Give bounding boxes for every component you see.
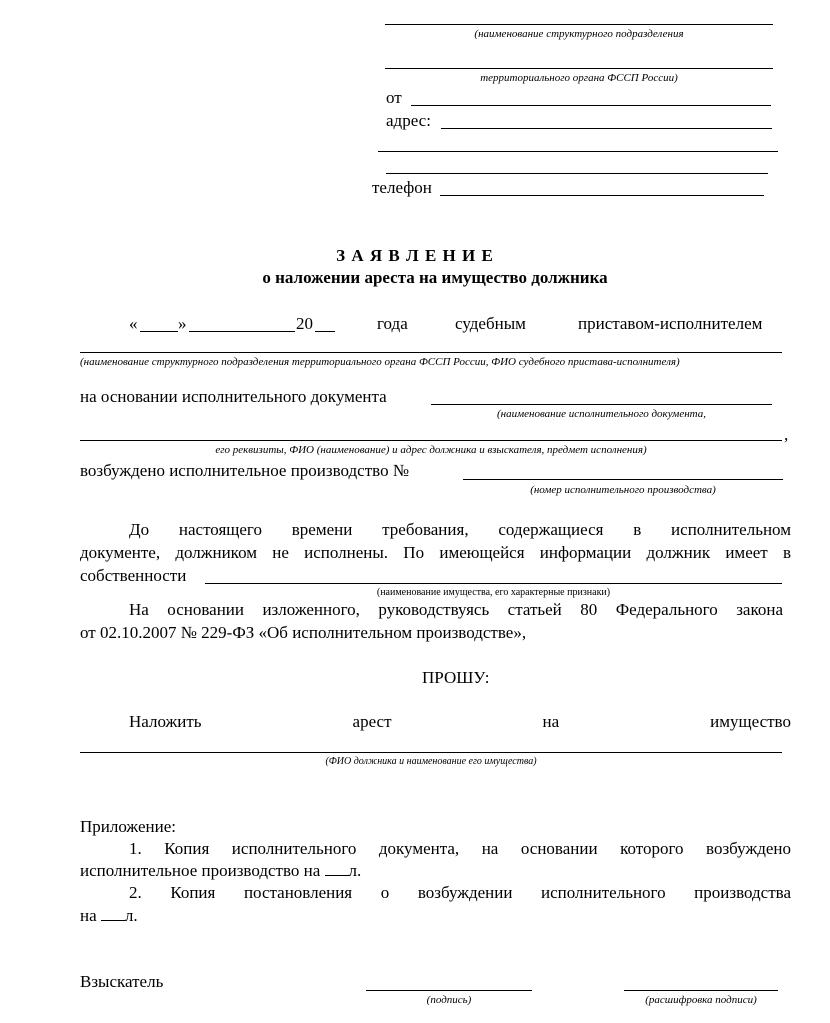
address-field[interactable] xyxy=(441,128,772,129)
day-field[interactable] xyxy=(140,331,178,332)
attachment-2-line2 xyxy=(80,905,138,926)
decoding-field[interactable] xyxy=(624,990,778,991)
proceeding-number-hint: (номер исполнительного производства) xyxy=(530,484,716,496)
proceeding-number-field[interactable] xyxy=(463,479,783,480)
impose-word-2: арест xyxy=(352,712,392,731)
organ-name-hint: территориального органа ФССП России) xyxy=(480,72,678,84)
from-label: от xyxy=(386,88,402,107)
impose-word-1: Наложить xyxy=(129,712,202,731)
word-year: года xyxy=(377,314,408,333)
request-heading: ПРОШУ: xyxy=(422,668,490,687)
initiated-label: возбуждено исполнительное производство № xyxy=(80,461,410,480)
word-bailiff: приставом-исполнителем xyxy=(578,314,763,333)
quote-close: » xyxy=(178,314,187,333)
bailiff-field[interactable] xyxy=(80,352,782,353)
phone-label: телефон xyxy=(372,178,432,197)
basis-doc-label: на основании исполнительного документа xyxy=(80,387,387,406)
para1-line3: собственности xyxy=(80,566,187,585)
attachment-2-line1: 2. Копия постановления о возбуждении исполнительного производства xyxy=(129,883,791,902)
impose-word-4: имущество xyxy=(710,712,791,731)
year-prefix: 20 xyxy=(296,314,313,333)
document-title: З А Я В Л Е Н И Е xyxy=(336,246,494,265)
attachment-1-line1: 1. Копия исполнительного документа, на основании которого возбуждено xyxy=(129,839,791,858)
debtor-hint: (ФИО должника и наименование его имущества) xyxy=(325,756,537,767)
address-label: адрес: xyxy=(386,111,431,130)
attachment-1-line2 xyxy=(80,860,361,881)
document-subtitle: о наложении ареста на имущество должника xyxy=(262,268,608,287)
para2-line2: от 02.10.2007 № 229-ФЗ «Об исполнительном производстве», xyxy=(80,623,527,642)
doc-details-hint: его реквизиты, ФИО (наименование) и адрес должника и взыскателя, предмет исполнения) xyxy=(215,444,647,456)
word-by: судебным xyxy=(455,314,526,333)
doc-details-field[interactable] xyxy=(80,440,782,441)
debtor-property-field[interactable] xyxy=(80,752,782,753)
attachment-1-suffix: л. xyxy=(348,861,362,880)
attachments-heading: Приложение: xyxy=(80,817,176,836)
attachment-2-sheets-field[interactable] xyxy=(101,905,125,921)
signature-field[interactable] xyxy=(366,990,532,991)
bailiff-hint: (наименование структурного подразделения территориального органа ФССП России, ФИО судебного пристава-исполнителя) xyxy=(80,356,680,368)
attachment-2-suffix: л. xyxy=(124,906,138,925)
address-field-line-2[interactable] xyxy=(378,151,778,152)
doc-name-hint: (наименование исполнительного документа, xyxy=(497,408,706,420)
para1-line2: документе, должником не исполнены. По имеющейся информации должник имеет в xyxy=(80,543,791,562)
signature-hint: (подпись) xyxy=(426,994,472,1006)
property-hint: (наименование имущества, его характерные признаки) xyxy=(376,587,611,598)
phone-field[interactable] xyxy=(440,195,764,196)
address-field-line-3[interactable] xyxy=(386,173,768,174)
attachment-1-prefix: исполнительное производство на xyxy=(80,861,321,880)
doc-details-comma: , xyxy=(784,425,789,444)
para1-line1: До настоящего времени требования, содержащиеся в исполнительном xyxy=(129,520,791,539)
unit-name-hint: (наименование структурного подразделения xyxy=(474,28,684,40)
year-field[interactable] xyxy=(315,331,335,332)
exec-doc-field[interactable] xyxy=(431,404,772,405)
month-field[interactable] xyxy=(189,331,295,332)
organ-name-line[interactable] xyxy=(385,68,773,69)
claimant-label: Взыскатель xyxy=(80,972,164,991)
impose-line xyxy=(129,712,791,732)
attachment-2-prefix: на xyxy=(80,906,97,925)
impose-word-3: на xyxy=(542,712,560,731)
attachment-1-sheets-field[interactable] xyxy=(325,860,349,876)
decoding-hint: (расшифровка подписи) xyxy=(645,994,757,1006)
para2-line1: На основании изложенного, руководствуясь статьей 80 Федерального закона xyxy=(129,600,783,619)
from-field[interactable] xyxy=(411,105,771,106)
property-field[interactable] xyxy=(205,583,782,584)
quote-open: « xyxy=(129,314,138,333)
unit-name-line[interactable] xyxy=(385,24,773,25)
